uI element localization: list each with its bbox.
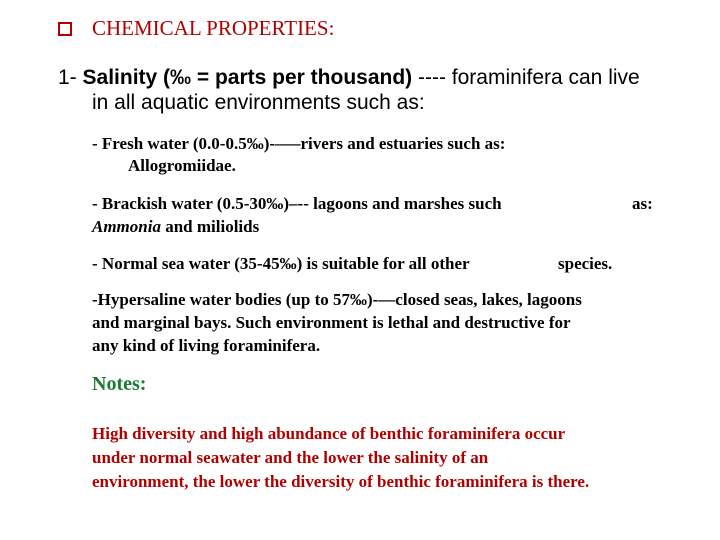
salinity-line-2: in all aquatic environments such as: (92, 91, 425, 114)
ammonia-italic: Ammonia (92, 217, 161, 236)
brackish-rest: and miliolids (160, 217, 260, 236)
section-heading (58, 16, 334, 41)
notes-line-2: under normal seawater and the lower the salinity of an (92, 448, 489, 467)
fresh-water-line-1: - Fresh water (0.0-0.5‰)-–––rivers and estuaries such as: (92, 134, 506, 153)
notes-line-3: environment, the lower the diversity of benthic foraminifera is there. (92, 472, 590, 491)
checkbox-bullet-icon (58, 22, 72, 36)
salinity-line-1 (58, 64, 708, 91)
normal-sea-line-1-end: species. (558, 254, 613, 273)
brackish-water-line-2 (92, 216, 259, 238)
heading-text: CHEMICAL PROPERTIES: (92, 16, 335, 40)
notes-text (92, 422, 692, 494)
salinity-prefix: 1- (58, 66, 83, 89)
hypersaline-line-1: -Hypersaline water bodies (up to 57‰)-––closed seas, lakes, lagoons (92, 290, 582, 309)
notes-title: Notes: (92, 373, 147, 395)
normal-sea-line-1: - Normal sea water (35-45‰) is suitable for all other (92, 254, 470, 273)
brackish-water-line-1-end: as: (632, 194, 653, 213)
fresh-water-line-2: Allogromiidae. (128, 156, 236, 175)
hypersaline-line-3: any kind of living foraminifera. (92, 336, 321, 355)
notes-line-1: High diversity and high abundance of benthic foraminifera occur (92, 424, 566, 443)
hypersaline-line-2: and marginal bays. Such environment is lethal and destructive for (92, 313, 571, 332)
salinity-term: Salinity (‰ = parts per thousand) (82, 66, 413, 89)
brackish-water-line-1: - Brackish water (0.5-30‰)–-- lagoons and marshes such (92, 194, 502, 213)
salinity-rest: ---- foraminifera can live (412, 66, 640, 89)
